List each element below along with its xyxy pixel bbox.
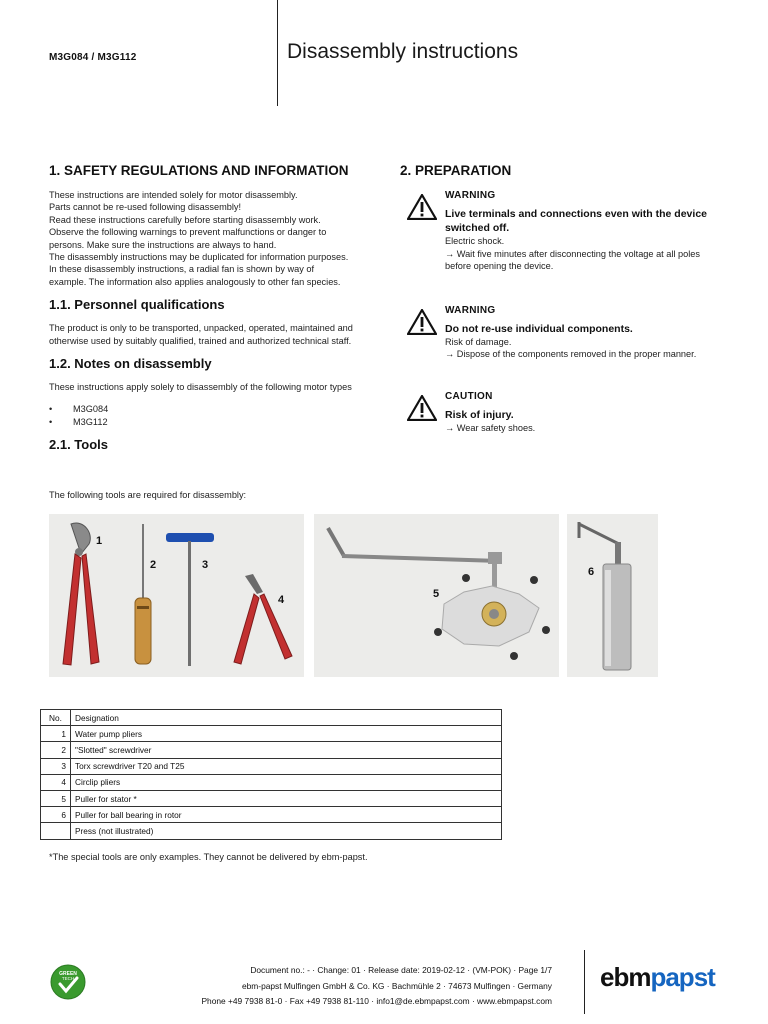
- section-1-1-text: [49, 322, 369, 347]
- text-line: In these disassembly instructions, a radial fan is shown by way of: [49, 264, 315, 275]
- tool-number-label: 1: [96, 535, 103, 547]
- svg-text:TECH: TECH: [61, 976, 75, 981]
- table-row: 5 Puller for stator *: [41, 790, 502, 806]
- footer-document-line: Document no.: - · Change: 01 · Release date: 2019-02-12 · (VM-POK) · Page 1/7: [250, 965, 552, 975]
- warning-triangle-icon: [407, 309, 437, 335]
- warning-heading: Do not re-use individual components.: [445, 322, 633, 335]
- warning-text: Risk of damage. → Dispose of the components removed in the proper manner.: [445, 336, 697, 360]
- text-line: These instructions are intended solely for motor disassembly.: [49, 190, 298, 200]
- safety-column: [49, 163, 369, 428]
- caution-text: → Wear safety shoes.: [445, 422, 536, 433]
- text-line: Observe the following warnings to prevent malfunctions or danger to: [49, 227, 327, 238]
- tool-number-label: 4: [278, 594, 285, 606]
- column-header-designation: Designation: [71, 710, 502, 726]
- footer-divider: [584, 950, 585, 1014]
- text-line: Read these instructions carefully before starting disassembly work.: [49, 214, 321, 225]
- tool-number-label: 6: [588, 566, 595, 578]
- green-tech-badge-icon: [50, 964, 86, 1000]
- text-line: otherwise used by suitably qualified, trained and authorized technical staff.: [49, 335, 352, 346]
- tool-number-label: 2: [150, 559, 157, 571]
- section-1-2-intro: These instructions apply solely to disassembly of the following motor types: [49, 382, 352, 393]
- svg-text:GREEN: GREEN: [59, 971, 77, 977]
- text-line: persons. Make sure the instructions are always to hand.: [49, 239, 277, 250]
- tools-photo-stator-puller: [314, 514, 559, 677]
- tools-photo-hand-tools: [49, 514, 304, 677]
- table-row: 6 Puller for ball bearing in rotor: [41, 807, 502, 823]
- slotted-screwdriver-image: [135, 524, 151, 664]
- circlip-pliers-image: [234, 574, 292, 664]
- table-row: 4 Circlip pliers: [41, 774, 502, 790]
- document-code: M3G084 / M3G112: [49, 52, 137, 63]
- header-divider: [277, 0, 278, 106]
- column-header-no: No.: [41, 710, 71, 726]
- tools-intro: The following tools are required for disassembly:: [49, 490, 247, 500]
- warning-label: WARNING: [445, 190, 496, 201]
- table-row: 1 Water pump pliers: [41, 726, 502, 742]
- water-pump-pliers-image: [63, 523, 99, 665]
- warning-block-reuse: [400, 305, 730, 361]
- list-item: • M3G084: [49, 404, 109, 415]
- caution-label: CAUTION: [445, 390, 493, 402]
- tool-number-label: 3: [202, 559, 209, 571]
- warning-label: WARNING: [445, 304, 496, 316]
- page-title: Disassembly instructions: [287, 40, 519, 63]
- footer-contact-line: Phone +49 7938 81-0 · Fax +49 7938 81-110 · info1@de.ebmpapst.com · www.ebmpapst.com: [201, 996, 552, 1006]
- section-1-2-title: 1.2. Notes on disassembly: [49, 356, 212, 372]
- table-header-row: [41, 710, 502, 726]
- motor-type-list: [49, 403, 369, 428]
- section-1-title: 1. SAFETY REGULATIONS AND INFORMATION: [49, 163, 349, 178]
- caution-block-injury: [400, 391, 730, 435]
- warning-triangle-icon: [407, 194, 437, 220]
- caution-heading: Risk of injury.: [445, 408, 514, 421]
- preparation-column: [400, 163, 730, 435]
- warning-heading: Live terminals and connections even with the device switched off.: [445, 208, 707, 234]
- table-row: 3 Torx screwdriver T20 and T25: [41, 758, 502, 774]
- tools-table: [40, 709, 502, 840]
- table-row: Press (not illustrated): [41, 823, 502, 839]
- special-tools-footnote: *The special tools are only examples. They cannot be delivered by ebm-papst.: [49, 852, 368, 862]
- text-line: example. The information also applies analogously to other fan species.: [49, 276, 341, 287]
- section-1-1-title: 1.1. Personnel qualifications: [49, 297, 225, 313]
- footer-info: [201, 963, 552, 1010]
- text-line: The disassembly instructions may be duplicated for information purposes.: [49, 252, 349, 263]
- section-2-title: 2. PREPARATION: [400, 163, 512, 178]
- text-line: The product is only to be transported, unpacked, operated, maintained and: [49, 323, 353, 334]
- warning-triangle-icon: [407, 395, 437, 421]
- tools-photo-bearing-puller: [567, 514, 658, 677]
- table-row: 2 "Slotted" screwdriver: [41, 742, 502, 758]
- ebmpapst-logo: ebmpapst: [600, 962, 715, 992]
- torx-screwdriver-image: [166, 533, 214, 666]
- section-2-1-title: 2.1. Tools: [49, 437, 108, 452]
- list-item: • M3G112: [49, 416, 108, 427]
- tool-number-label: 5: [433, 588, 440, 600]
- hand-tools-illustration: [49, 514, 304, 677]
- warning-text: Electric shock. → Wait five minutes after disconnecting the voltage at all poles before opening the device.: [445, 236, 700, 272]
- footer-company-line: ebm-papst Mulfingen GmbH & Co. KG · Bachmühle 2 · 74673 Mulfingen · Germany: [241, 980, 552, 991]
- text-line: Parts cannot be re-used following disassembly!: [49, 202, 242, 213]
- section-1-text: [49, 189, 369, 288]
- bearing-puller-illustration: [567, 514, 658, 677]
- warning-block-electric: [400, 190, 730, 273]
